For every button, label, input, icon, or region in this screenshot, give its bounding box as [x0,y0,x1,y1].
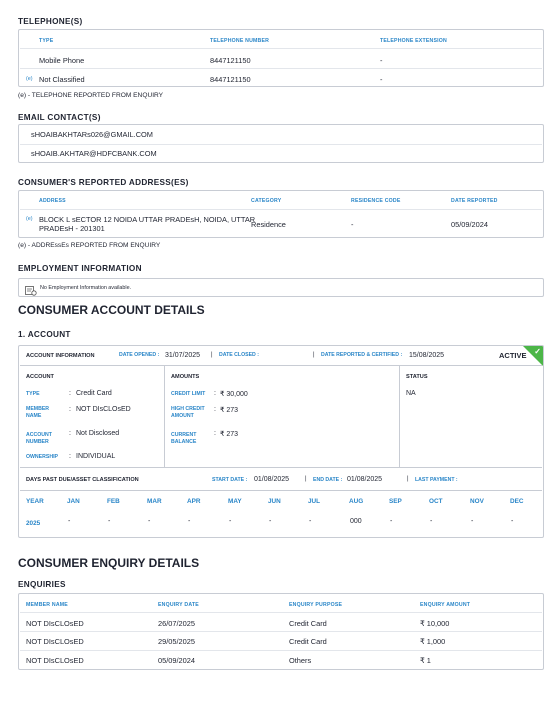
start-date-label: START DATE : [212,477,248,483]
emails-title: EMAIL CONTACT(S) [18,113,101,122]
telephones-title: TELEPHONE(S) [18,17,83,26]
dpd-value-mar: - [148,518,151,525]
address-line-2: PRADEsH - 201301 [39,224,105,233]
enquiry-flag: (e) [26,76,33,82]
dpd-month-oct: OCT [429,498,443,505]
phone-number: 8447121150 [210,56,251,65]
dpd-value-aug: 000 [350,518,362,525]
col-enquiry-purpose: ENQUIRY PURPOSE [289,602,343,608]
employment-title: EMPLOYMENT INFORMATION [18,264,142,273]
account-subtitle: 1. ACCOUNT [18,330,71,339]
end-date: 01/08/2025 [347,476,383,483]
col-residence-code: RESIDENCE CODE [351,198,401,204]
end-date-label: END DATE : [313,477,343,483]
high-credit-value: ₹ 273 [220,407,239,414]
enquiries-table [18,593,544,670]
current-balance-label-2: BALANCE [171,439,197,445]
col-enquiry-amount: ENQUIRY AMOUNT [420,602,471,608]
enquiry-purpose: Others [289,656,312,665]
enquiry-member: NOT DIsCLOsED [26,656,84,665]
dpd-month-dec: DEC [510,498,524,505]
dpd-month-mar: MAR [147,498,162,505]
enquiry-member: NOT DIsCLOsED [26,619,84,628]
dpd-month-sep: SEP [389,498,402,505]
telephones-table [18,29,544,87]
type-value: Credit Card [76,390,112,397]
addresses-table [18,190,544,238]
enquiries-subtitle: ENQUIRIES [18,580,66,589]
ownership-value: INDIVIDUAL [76,453,116,460]
credit-limit-value: ₹ 30,000 [220,391,248,398]
enquiry-purpose: Credit Card [289,619,327,628]
enquiry-details-title: CONSUMER ENQUIRY DETAILS [18,556,200,570]
member-label: MEMBER [26,406,50,412]
addresses-title: CONSUMER'S REPORTED ADDRESS(ES) [18,178,189,187]
dpd-value-apr: - [188,518,191,525]
dpd-month-apr: APR [187,498,201,505]
type-label: TYPE [26,391,40,397]
enquiry-date: 05/09/2024 [158,656,195,665]
col-category: CATEGORY [251,198,282,204]
date-opened: 31/07/2025 [165,352,201,359]
date-opened-label: DATE OPENED : [119,352,160,358]
account-info-label: ACCOUNT INFORMATION [26,353,95,359]
phone-type: Not Classified [39,75,85,84]
enquiry-member: NOT DIsCLOsED [26,637,84,646]
dpd-month-jul: JUL [308,498,321,505]
dpd-value-nov: - [471,518,474,525]
dpd-value-oct: - [430,518,433,525]
col-status: STATUS [406,374,428,380]
phone-number: 8447121150 [210,75,251,84]
dpd-year-value: 2025 [26,520,41,527]
ownership-label: OWNERSHIP [26,454,58,460]
credit-limit-label: CREDIT LIMIT [171,391,206,397]
dpd-value-jan: - [68,518,71,525]
current-balance-label: CURRENT [171,432,197,438]
col-telephone-extension: TELEPHONE EXTENSION [380,38,447,44]
address-category: Residence [251,220,286,229]
member-value: NOT DIsCLOsED [76,406,131,413]
email-item: sHOAIBAKHTARs026@GMAIL.COM [31,130,153,139]
date-reported-label: DATE REPORTED & CERTIFIED : [321,352,403,358]
enquiry-date: 26/07/2025 [158,619,195,628]
phone-ext: - [380,75,383,84]
dpd-label: DAYS PAST DUE/ASSET CLASSIFICATION [26,477,139,483]
emails-list [18,124,544,163]
dpd-month-jun: JUN [268,498,281,505]
member-label-2: NAME [26,413,42,419]
address-residence-code: - [351,220,354,229]
phone-ext: - [380,56,383,65]
dpd-month-jan: JAN [67,498,80,505]
enquiry-amount: ₹ 1 [420,656,431,665]
address-line-1: BLOCK L sECTOR 12 NOIDA UTTAR PRADEsH, NOIDA, UTTAR [39,215,256,224]
col-type: TYPE [39,38,54,44]
dpd-value-dec: - [511,518,514,525]
enquiry-flag: (e) [26,216,33,222]
account-details-title: CONSUMER ACCOUNT DETAILS [18,303,205,317]
dpd-value-jul: - [309,518,312,525]
dpd-month-feb: FEB [107,498,120,505]
dpd-value-sep: - [390,518,393,525]
email-item: sHOAIB.AKHTAR@HDFCBANK.COM [31,149,157,158]
dpd-month-may: MAY [228,498,242,505]
account-number-label-2: NUMBER [26,439,49,445]
enquiry-amount: ₹ 1,000 [420,637,446,646]
document-icon [25,283,37,301]
dpd-value-jun: - [269,518,272,525]
status-badge: ACTIVE [499,351,527,360]
dpd-month-nov: NOV [470,498,484,505]
col-telephone-number: TELEPHONE NUMBER [210,38,270,44]
telephone-note: (e) - TELEPHONE REPORTED FROM ENQUIRY [18,92,164,99]
status-value: NA [406,390,416,397]
col-account: ACCOUNT [26,374,54,380]
dpd-value-may: - [229,518,232,525]
address-note: (e) - ADDREssEs REPORTED FROM ENQUIRY [18,242,161,249]
col-enquiry-date: ENQUIRY DATE [158,602,199,608]
enquiry-date: 29/05/2025 [158,637,195,646]
last-payment-label: LAST PAYMENT : [415,477,458,483]
enquiry-purpose: Credit Card [289,637,327,646]
account-number-value: Not Disclosed [76,430,120,437]
account-number-label: ACCOUNT [26,432,52,438]
account-card: ACCOUNT INFORMATION DATE OPENED : 31/07/2025 | DATE CLOSED : | DATE REPORTED & CERTIFIED : 15/08/2025 ACTIVE ✓ ACCOUNT TYPE : Credit Card MEMBER NAME : NOT DIsCLOsED ACCOUNT NUMBER : Not Disclosed OWNERSHIP : INDIVIDUAL AMOUNTS CREDIT LIMIT : ₹ 30,000 HIGH CREDIT AMOUNT : ₹ 273 CURRENT BALANCE : ₹ 273 STATUS NA DAYS PAST DUE/ASSET CLASSIFICATION START DATE : 01/08/2025 | END DATE : 01/08/2025 | LAST PAYMENT : YEAR JAN FEB MAR APR MAY JUN JUL AUG SEP OCT NOV DEC 2025 - - - - - - - 000 - - - - [18,345,544,538]
phone-type: Mobile Phone [39,56,85,65]
dpd-month-year: YEAR [26,498,44,505]
dpd-value-feb: - [108,518,111,525]
col-amounts: AMOUNTS [171,374,200,380]
address-date: 05/09/2024 [451,220,488,229]
dpd-month-aug: AUG [349,498,364,505]
date-reported: 15/08/2025 [409,352,445,359]
employment-box [18,278,544,297]
current-balance-value: ₹ 273 [220,431,239,438]
high-credit-label-2: AMOUNT [171,413,194,419]
col-date-reported: DATE REPORTED [451,198,498,204]
employment-message: No Employment Information available. [40,285,132,291]
start-date: 01/08/2025 [254,476,290,483]
col-member-name: MEMBER NAME [26,602,68,608]
col-address: ADDRESS [39,198,66,204]
checkmark-icon: ✓ [534,347,541,356]
high-credit-label: HIGH CREDIT [171,406,205,412]
enquiry-amount: ₹ 10,000 [420,619,450,628]
date-closed-label: DATE CLOSED : [219,352,259,358]
